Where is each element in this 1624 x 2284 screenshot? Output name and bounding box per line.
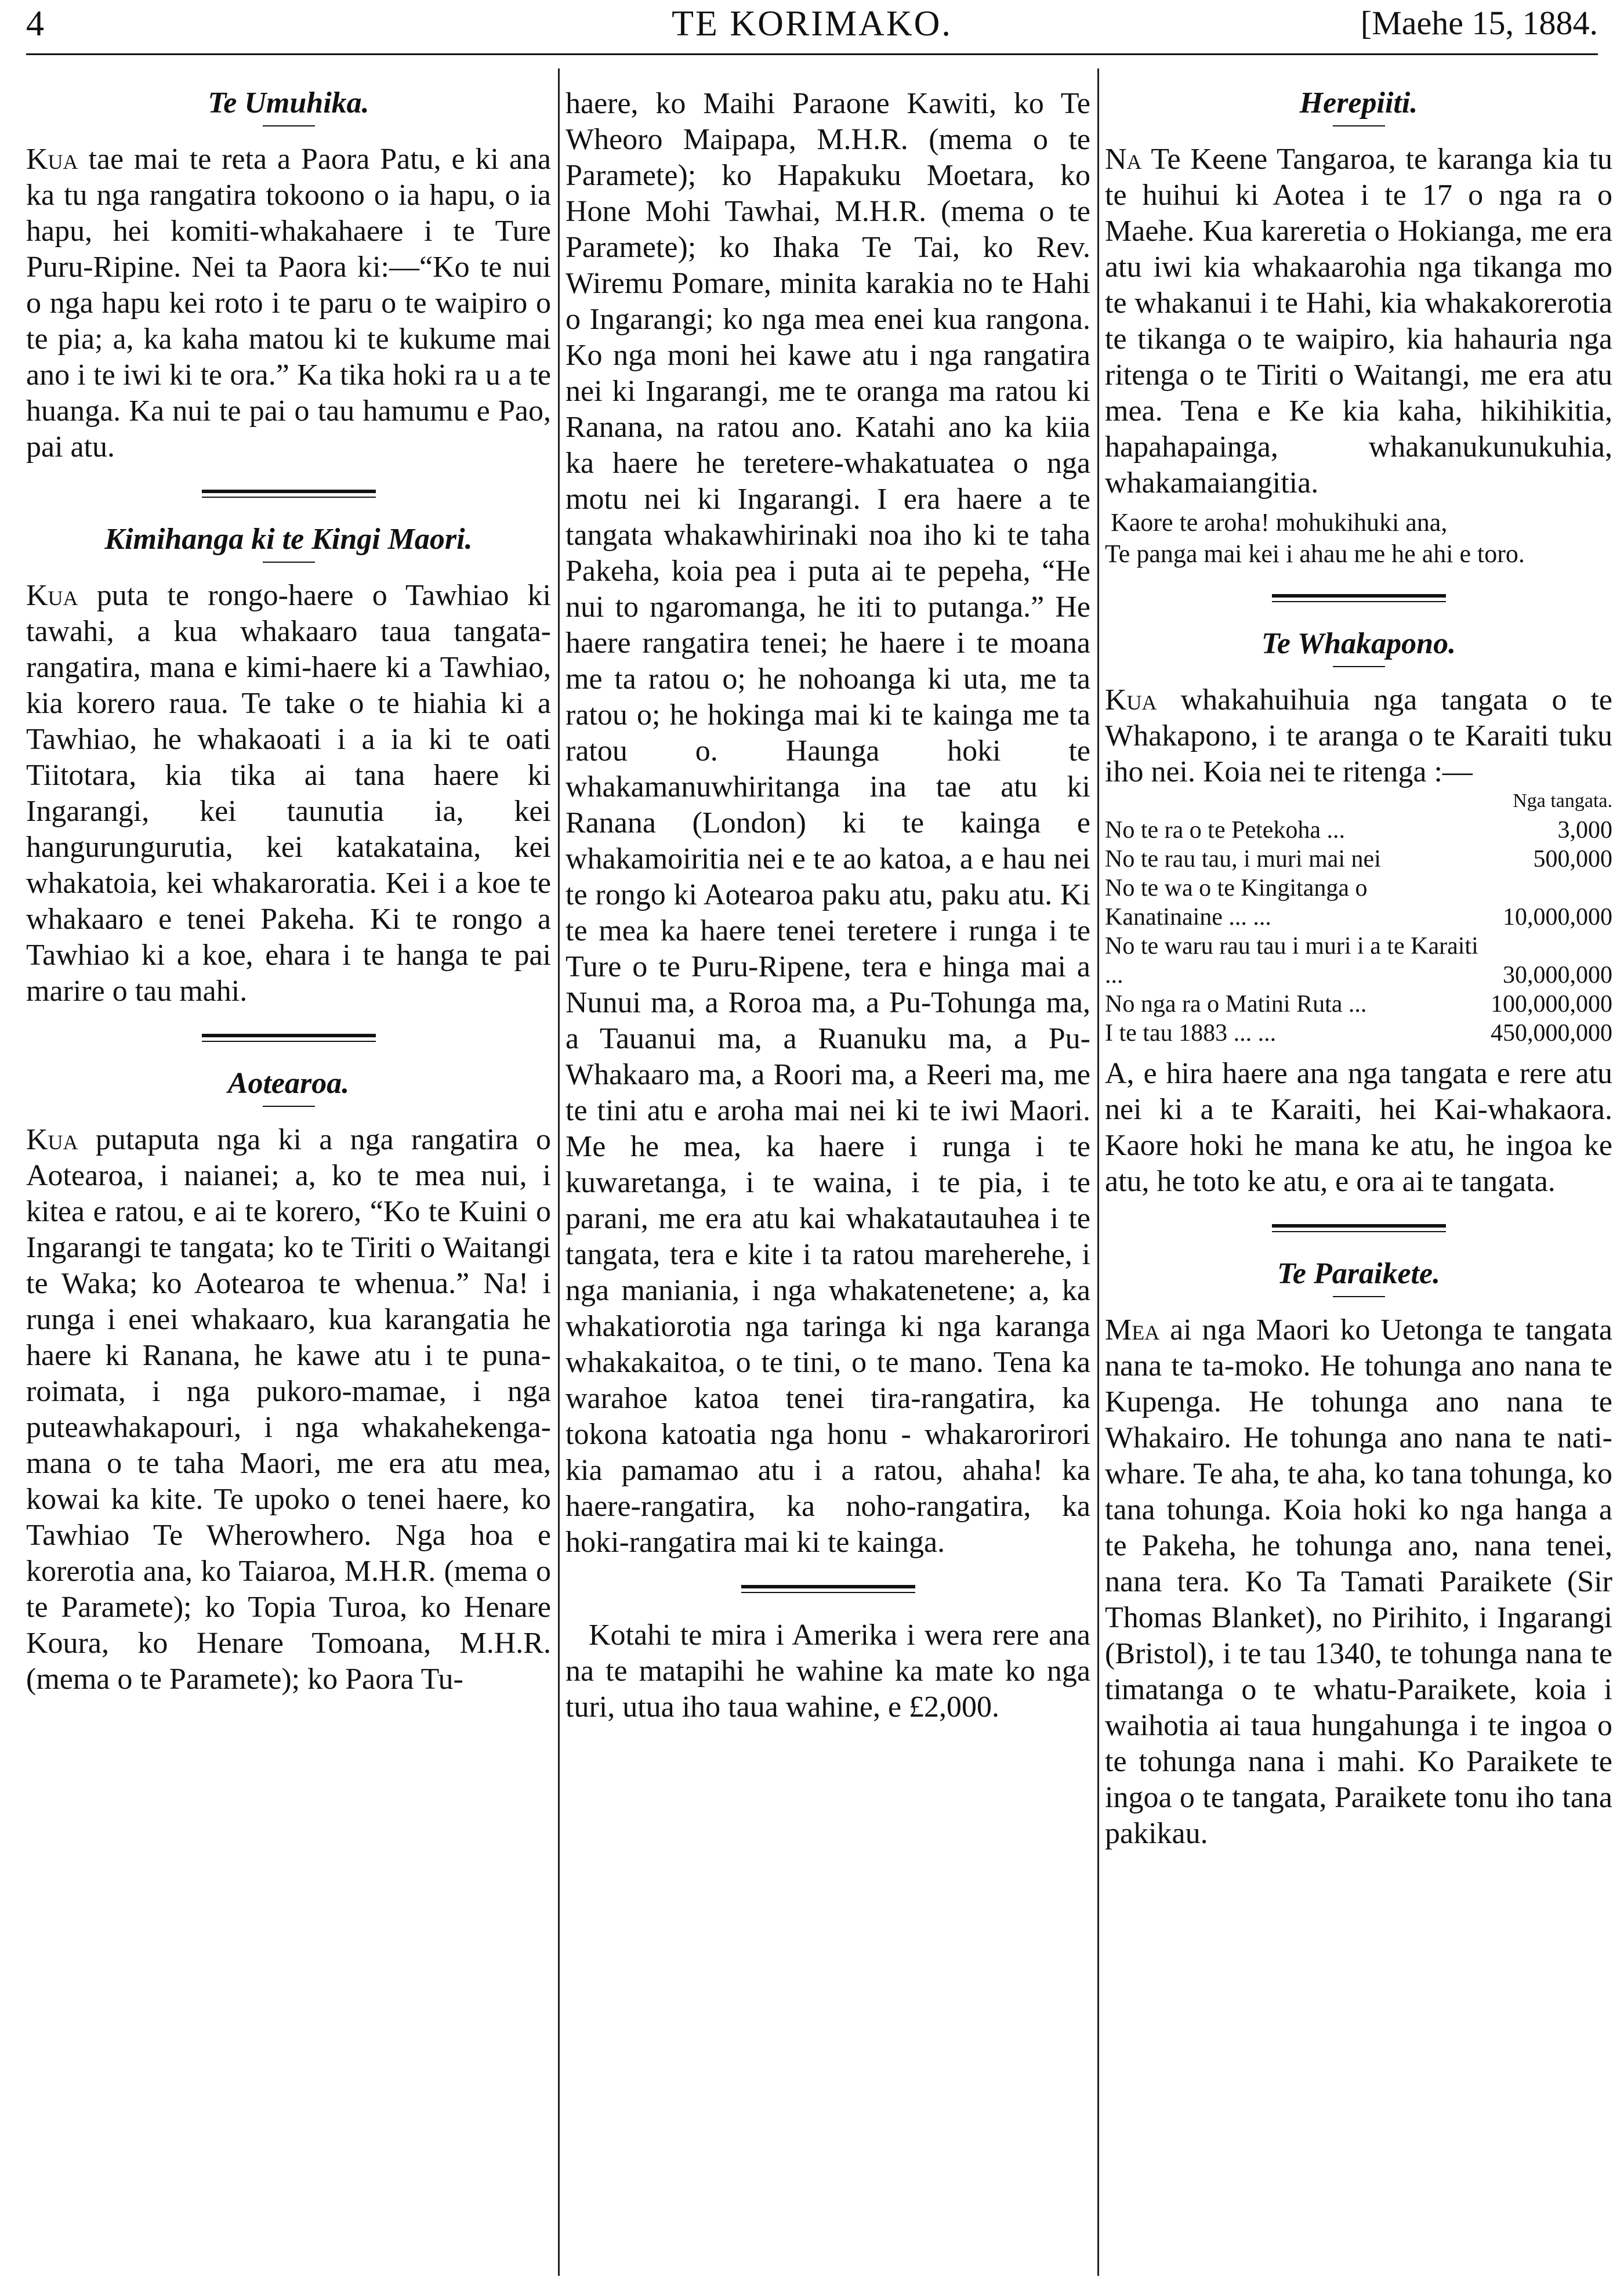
column-1 [26, 86, 551, 2273]
table-row [1105, 845, 1612, 874]
dropcap: Kua [26, 579, 78, 612]
heading-rule [1333, 125, 1385, 126]
article-kimihanga [26, 522, 551, 1009]
table-header: Nga tangata. [1513, 790, 1612, 812]
heading-rule [1333, 1296, 1385, 1297]
article-body [26, 142, 551, 465]
dropcap: Na [1105, 143, 1142, 176]
article-heading: Te Paraikete. [1277, 1257, 1441, 1290]
header-rule [26, 53, 1598, 55]
article-text: A, e hira haere ana nga tangata e rere atu nei ki a te Karaiti, hei Kai-whakaora. Kaore hoki he mana ke atu, he ingoa ke atu, he toto ke atu, e ora ai te tangata. [1105, 1057, 1612, 1198]
newspaper-title: TE KORIMAKO. [672, 4, 952, 44]
article-body [1105, 1312, 1612, 1852]
article-body [26, 1122, 551, 1697]
verse-line: Kaore te aroha! mohukihuki ana, [1111, 508, 1448, 537]
article-heading: Te Umuhika. [208, 86, 369, 120]
row-label: No te ra o te Petekoha ... [1105, 817, 1346, 844]
article-heading: Te Whakapono. [1261, 627, 1456, 660]
article-aotearoa [26, 1066, 551, 1697]
row-value: 3,000 [1557, 817, 1612, 844]
article-herepiiti [1105, 86, 1612, 570]
row-value: 10,000,000 [1503, 904, 1612, 931]
article-continuation: haere, ko Maihi Paraone Kawiti, ko Te Wheoro Maipapa, M.H.R. (mema o te Paramete); ko Hapakuku Moetara, ko Hone Mohi Tawhai, M.H.R. (mema o te Paramete); ko Ihaka Te Tai, ko Rev. Wiremu Pomare, minita karakia no te Hahi o Ingarangi; ko nga mea enei kua rangona. Ko nga moni hei kawe atu i nga rangatira nei ki Ingarangi, me te oranga ma ratou ki Ranana, na ratou ano. Katahi ano ka kiia ka haere he teretere-whakatuatea o nga motu nei ki Ingarangi. I era haere a te tangata whakawhirinaki noa iho ki te taha Pakeha, koia pea i puta ai te pepeha, “He nui to ngaromanga, he iti to putanga.” He haere rangatira tenei; he haere i te moana me ta ratou o; he nohoanga ki uta, me ta ratou o; he hokinga mai ki te kainga me ta ratou o. Haunga hoki te whakamanuwhiritanga ina tae atu ki Ranana (London) ki te kainga e whakamoiritia nei e te ao katoa, a e hau nei te rongo ki Aotearoa paku atu, paku atu. Ki te mea ka haere tenei teretere i runga i te Ture o te Puru-Ripene, tera e hinga mai a Nunui ma, a Roroa ma, a Pu-Tohunga ma, a Tauanui ma, a Ruanuku ma, a Pu-Whakaaro ma, a Roori ma, a Reeri ma, me te tini atu e aroha mai nei ki te iwi Maori. Me he mea, ka haere i runga i te kuwaretanga, i te waina, i te pia, i te parani, me era atu kai whakatautauhea i te tangata, tera e kite i ta ratou mareherehe, i nga maniania, i nga whakatenetene; a, ka whakatiorotia nga taringa ki nga karanga whakakaitoa, o te tini, o te mano. Tena ka warahoe katoa tenei tira-rangatira, ka tokona katoatia nga honu - whakarorirori kia pamamao atu i a ratou, ahaha! ka haere-rangatira, ka noho-rangatira, ka hoki-rangatira mai ki te kainga. [566, 87, 1090, 1559]
table-row [1105, 990, 1612, 1019]
article-body [26, 578, 551, 1009]
article-text: ai nga Maori ko Uetonga te tangata nana te ta-moko. He tohunga ano nana te Kupenga. He tohunga ano nana te Whakairo. He tohunga ano nana te nati-whare. Te aha, te aha, ko tana tohunga, ko tana tohunga. Koia hoki ko nga hanga a te Pakeha, he tohunga ano, nana tenei, nana tera. Ko Ta Tamati Paraikete (Sir Thomas Blanket), no Pirihito, i Ingarangi (Bristol), i te tau 1340, te tohunga nana te timatanga o te whatu-Paraikete, koia i waihotia ai taua hungahunga i te ingoa o te tohunga nana i mahi. Ko Paraikete te ingoa o te tangata, Paraikete tonu iho tana pakikau. [1105, 1313, 1612, 1850]
page-header [26, 3, 1598, 59]
row-value: 450,000,000 [1491, 1020, 1612, 1047]
article-text: whakahuihuia nga tangata o te Whakapono, i te aranga o te Karaiti tuku iho nei. Koia nei te ritenga :— [1105, 683, 1612, 788]
column-divider [1097, 68, 1099, 2276]
row-label: I te tau 1883 ... ... [1105, 1020, 1277, 1047]
row-value: 100,000,000 [1491, 991, 1612, 1018]
page-number: 4 [26, 4, 44, 44]
article-body [1105, 142, 1612, 501]
row-label: No te rau tau, i muri mai nei [1105, 846, 1381, 873]
article-umuhika [26, 86, 551, 465]
article-heading: Aotearoa. [227, 1067, 350, 1100]
article-whakapono [1105, 627, 1612, 1200]
article-text: putaputa nga ki a nga rangatira o Aotearoa, i naianei; a, ko te mea nui, i kitea e ratou, e ai te korero, “Ko te Kuini o Ingarangi te tangata; ko te Tiriti o Waitangi te Waka; ko Aotearoa te whenua.” Na! i runga i enei whakaaro, kua karangatia he haere ki Ranana, he kawe atu i te puna-roimata, i nga pukoro-mamae, i nga puteawhakapouri, i nga whakahekenga-mana o te taha Maori, me era atu mea, kowai ka kite. Te upoko o tenei haere, ko Tawhiao Te Wherowhero. Nga hoa e korerotia ana, ko Taiaroa, M.H.R. (mema o te Paramete); ko Topia Turoa, ko Henare Koura, ko Henare Tomoana, M.H.R. (mema o te Paramete); ko Paora Tu- [26, 1123, 551, 1696]
article-paraikete [1105, 1257, 1612, 1852]
table-row [1105, 816, 1612, 845]
column-3 [1105, 86, 1612, 2273]
section-separator [741, 1585, 915, 1593]
verse [1105, 507, 1612, 570]
row-label: No te waru rau tau i muri i a te Karaiti ... [1105, 933, 1478, 989]
article-text: tae mai te reta a Paora Patu, e ki ana ka tu nga rangatira tokoono o ia hapu, o ia hapu, hei komiti-whakahaere i te Ture Puru-Ripine. Nei ta Paora ki:—“Ko te nui o nga hapu kei roto i te paru o te waipiro o te pia; a, ka kaha matou ki te kukume mai ano i te iwi ki te ora.” Ka tika hoki ra u a te huanga. Ka nui te pai o tau hamumu e Pao, pai atu. [26, 143, 551, 464]
issue-date: [Maehe 15, 1884. [1360, 4, 1598, 42]
dropcap: Kua [1105, 683, 1157, 716]
dropcap: Kua [26, 1123, 78, 1156]
news-item-mira: Kotahi te mira i Amerika i wera rere ana na te matapihi he wahine ka mate ko nga turi, utua iho taua wahine, e £2,000. [566, 1619, 1090, 1724]
column-2 [566, 86, 1090, 2273]
heading-rule [263, 1106, 315, 1107]
heading-rule [263, 125, 315, 126]
article-body [1105, 682, 1612, 790]
article-text: Te Keene Tangaroa, te karanga kia tu te huihui ki Aotea i te 17 o nga ra o Maehe. Kua kareretia o Hokianga, me era atu iwi kia whakaarohia nga tikanga mo te whakanui i te Hahi, kia whakakorerotia te tikanga o te waipiro, kia hahauria nga ritenga o te Tiriti o Waitangi, me era atu mea. Tena e Ke kia kaha, hikihikitia, hapahapainga, whakanukunukuhia, whakamaiangitia. [1105, 143, 1612, 499]
section-separator [1272, 1224, 1446, 1232]
section-separator [1272, 594, 1446, 602]
column-divider [558, 68, 560, 2276]
table-row [1105, 932, 1612, 990]
statistics-table [1105, 816, 1612, 1048]
row-label: No te wa o te Kingitanga o Kanatinaine ... ... [1105, 875, 1368, 931]
heading-rule [1333, 666, 1385, 667]
article-heading: Kimihanga ki te Kingi Maori. [104, 523, 473, 556]
dropcap: Mea [1105, 1313, 1160, 1346]
row-value: 500,000 [1533, 846, 1612, 873]
row-value: 30,000,000 [1503, 962, 1612, 989]
table-row [1105, 1019, 1612, 1048]
table-row [1105, 874, 1612, 932]
section-separator [202, 490, 376, 498]
verse-line: Te panga mai kei i ahau me he ahi e toro. [1105, 540, 1525, 568]
row-label: No nga ra o Matini Ruta ... [1105, 991, 1367, 1018]
heading-rule [263, 562, 315, 563]
article-text: puta te rongo-haere o Tawhiao ki tawahi, a kua whakaaro taua tangata-rangatira, mana e kimi-haere ki a Tawhiao, kia korero raua. Te take o te hiahia ki a Tawhiao, he whakaoati i a ia ki te oati Tiitotara, kia tika ai tana haere ki Ingarangi, kei taunutia ia, kei hangurungurutia, kei katakataina, kei whakatoia, kei whakaroratia. Kei i a koe te whakaaro e tenei Pakeha. Ki te rongo a Tawhiao ki a koe, ehara i te hanga te pai marire o tau mahi. [26, 579, 551, 1008]
section-separator [202, 1034, 376, 1042]
article-heading: Herepiiti. [1299, 86, 1418, 120]
dropcap: Kua [26, 143, 78, 176]
